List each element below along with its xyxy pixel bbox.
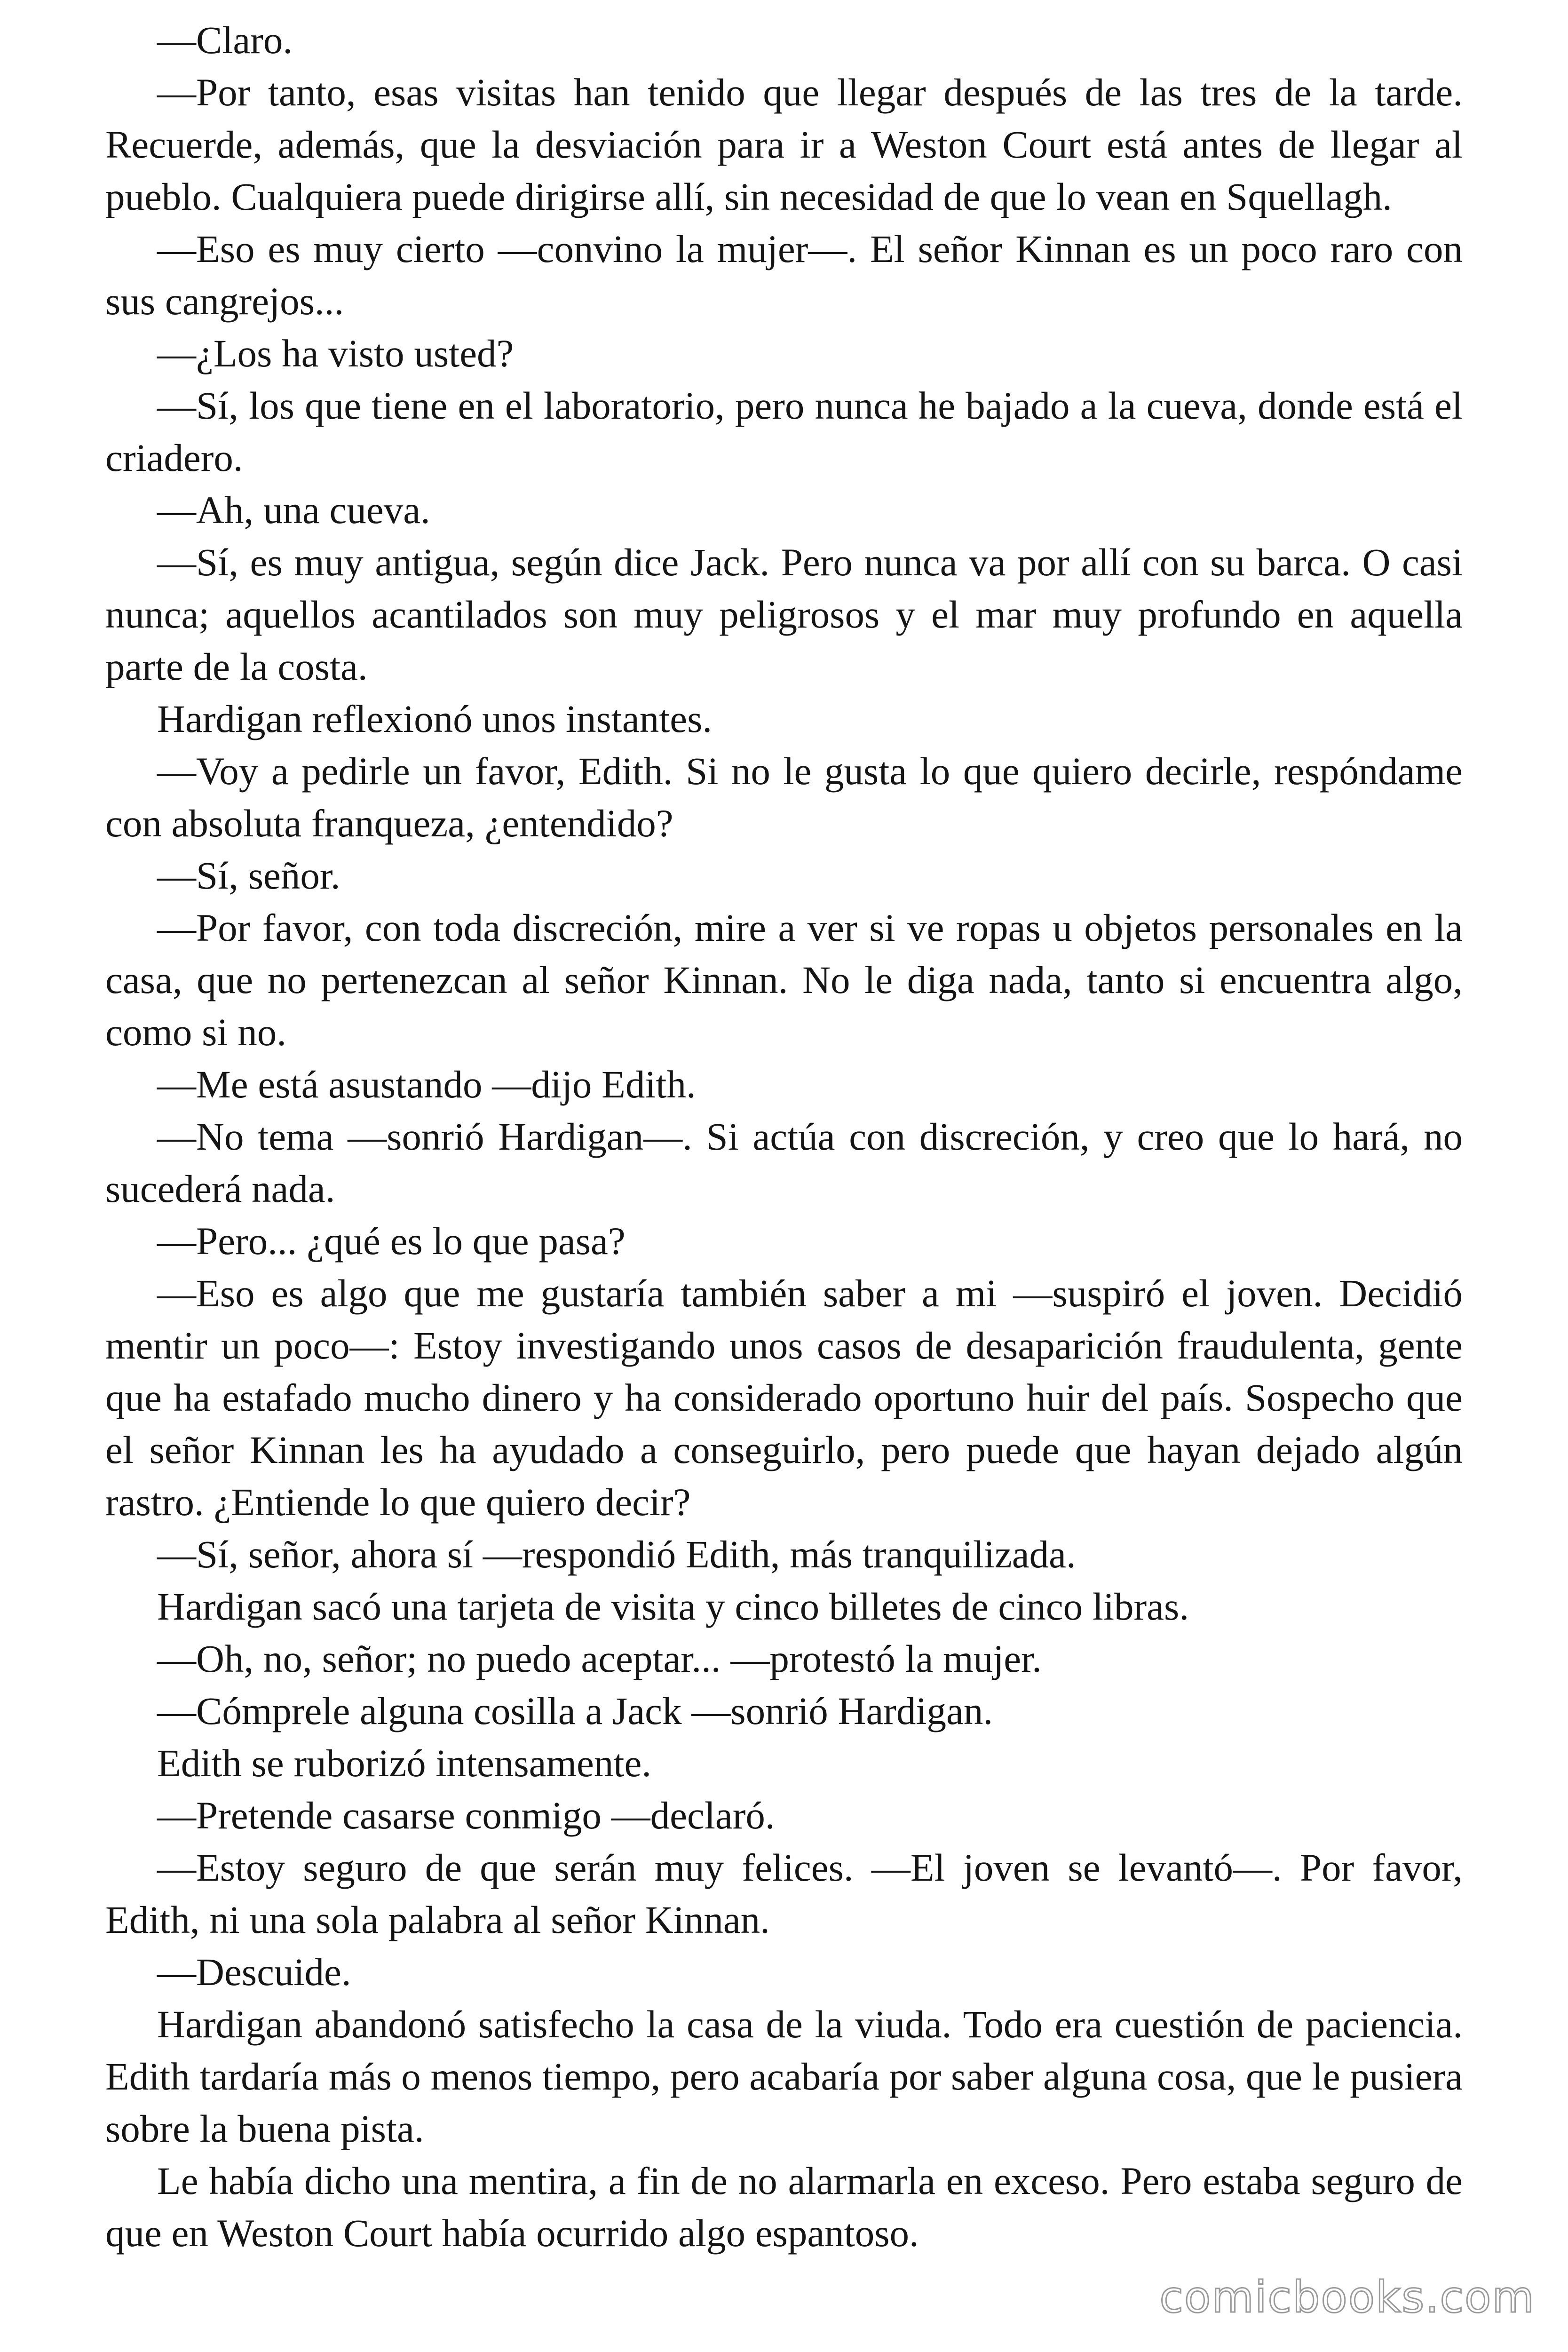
paragraph: —Cómprele alguna cosilla a Jack —sonrió Hardigan.	[157, 1689, 993, 1732]
paragraph: Le había dicho una mentira, a fin de no alarmarla en exceso. Pero estaba seguro de que en Weston Court había ocurrido algo espantoso.	[105, 2159, 1463, 2255]
paragraph: —No tema —sonrió Hardigan—. Si actúa con discreción, y creo que lo hará, no sucederá nada.	[105, 1115, 1463, 1210]
paragraph: —Estoy seguro de que serán muy felices. —El joven se levantó—. Por favor, Edith, ni una sola palabra al señor Kinnan.	[105, 1846, 1463, 1941]
paragraph: —Pero... ¿qué es lo que pasa?	[157, 1219, 626, 1263]
paragraph: —Sí, señor, ahora sí —respondió Edith, más tranquilizada.	[157, 1533, 1076, 1576]
paragraph: —Oh, no, señor; no puedo aceptar... —protestó la mujer.	[157, 1637, 1042, 1680]
paragraph: —Descuide.	[157, 1950, 351, 1994]
paragraph: —Voy a pedirle un favor, Edith. Si no le gusta lo que quiero decirle, respóndame con absoluta franqueza, ¿entendido?	[105, 749, 1463, 845]
paragraph: —Claro.	[157, 18, 293, 62]
paragraph: Hardigan reflexionó unos instantes.	[157, 697, 713, 740]
paragraph: —Eso es muy cierto —convino la mujer—. El señor Kinnan es un poco raro con sus cangrejos...	[105, 227, 1463, 323]
watermark-logo: comicbooks.com	[1159, 2272, 1535, 2322]
paragraph: —Me está asustando —dijo Edith.	[157, 1063, 696, 1106]
paragraph: —¿Los ha visto usted?	[157, 332, 514, 375]
paragraph: —Sí, es muy antigua, según dice Jack. Pero nunca va por allí con su barca. O casi nunca; aquellos acantilados son muy peligrosos y el mar muy profundo en aquella parte de la costa.	[105, 540, 1463, 688]
paragraph: —Eso es algo que me gustaría también saber a mi —suspiró el joven. Decidió mentir un poco—: Estoy investigando unos casos de desaparición fraudulenta, gente que ha estafado mucho dinero y ha considerado oportuno huir del país. Sospecho que el señor Kinnan les ha ayudado a conseguirlo, pero puede que hayan dejado algún rastro. ¿Entiende lo que quiero decir?	[105, 1271, 1463, 1524]
body-text	[105, 14, 1463, 2259]
paragraph: —Sí, señor.	[157, 854, 341, 897]
paragraph: —Sí, los que tiene en el laboratorio, pero nunca he bajado a la cueva, donde está el criadero.	[105, 384, 1463, 479]
paragraph: —Ah, una cueva.	[157, 488, 430, 532]
paragraph: —Por favor, con toda discreción, mire a ver si ve ropas u objetos personales en la casa, que no pertenezcan al señor Kinnan. No le diga nada, tanto si encuentra algo, como si no.	[105, 906, 1463, 1054]
paragraph: —Pretende casarse conmigo —declaró.	[157, 1794, 775, 1837]
paragraph: Edith se ruborizó intensamente.	[157, 1741, 652, 1785]
paragraph: Hardigan abandonó satisfecho la casa de la viuda. Todo era cuestión de paciencia. Edith tardaría más o menos tiempo, pero acabaría por saber alguna cosa, que le pusiera sobre la buena pista.	[105, 2002, 1463, 2150]
paragraph: Hardigan sacó una tarjeta de visita y cinco billetes de cinco libras.	[157, 1585, 1189, 1628]
paragraph: —Por tanto, esas visitas han tenido que llegar después de las tres de la tarde. Recuerde, además, que la desviación para ir a Weston Court está antes de llegar al pueblo. Cualquiera puede dirigirse allí, sin necesidad de que lo vean en Squellagh.	[105, 71, 1463, 218]
